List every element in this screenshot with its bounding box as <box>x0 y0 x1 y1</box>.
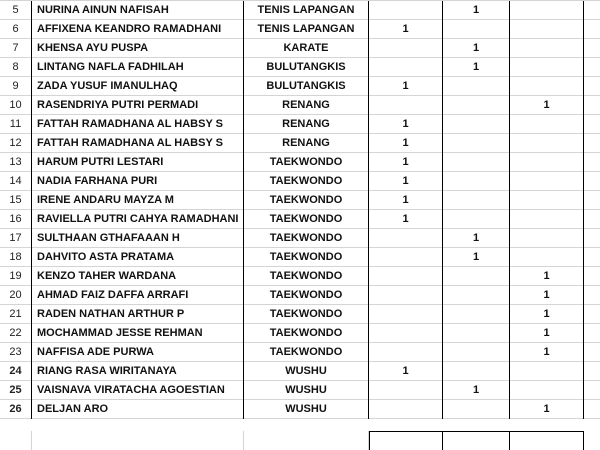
name-cell[interactable]: FATTAH RAMADHANA AL HABSY S <box>32 134 244 153</box>
sport-cell[interactable]: TAEKWONDO <box>244 343 369 362</box>
table-row <box>0 1 600 20</box>
col-a-cell[interactable] <box>369 400 443 419</box>
col-a-cell[interactable] <box>369 343 443 362</box>
sport-cell[interactable]: BULUTANGKIS <box>244 58 369 77</box>
sport-cell[interactable]: TAEKWONDO <box>244 191 369 210</box>
name-cell[interactable]: RASENDRIYA PUTRI PERMADI <box>32 96 244 115</box>
col-c-cell[interactable]: 1 <box>510 305 584 324</box>
col-c-cell[interactable]: 1 <box>510 286 584 305</box>
col-a-cell[interactable] <box>369 248 443 267</box>
name-cell[interactable]: HARUM PUTRI LESTARI <box>32 153 244 172</box>
table-row <box>0 362 600 381</box>
col-c-cell[interactable] <box>510 20 584 39</box>
name-cell[interactable]: NAFFISA ADE PURWA <box>32 343 244 362</box>
name-cell[interactable]: NURINA AINUN NAFISAH <box>32 1 244 20</box>
table-row <box>0 172 600 191</box>
col-c-cell[interactable]: 1 <box>510 96 584 115</box>
table-row <box>0 229 600 248</box>
col-c-cell[interactable]: 1 <box>510 400 584 419</box>
row-number-cell[interactable]: 25 <box>0 381 32 400</box>
sport-cell[interactable]: TAEKWONDO <box>244 172 369 191</box>
name-cell[interactable]: AFFIXENA KEANDRO RAMADHANI <box>32 20 244 39</box>
col-b-cell[interactable]: 1 <box>443 381 510 400</box>
col-b-cell[interactable] <box>443 305 510 324</box>
sport-cell[interactable]: TENIS LAPANGAN <box>244 1 369 20</box>
row-number-cell[interactable]: 13 <box>0 153 32 172</box>
row-number-cell[interactable]: 23 <box>0 343 32 362</box>
sport-cell[interactable]: RENANG <box>244 115 369 134</box>
col-a-cell[interactable] <box>369 381 443 400</box>
name-cell[interactable]: SULTHAAN GTHAFAAAN H <box>32 229 244 248</box>
sport-cell[interactable]: TENIS LAPANGAN <box>244 20 369 39</box>
col-b-cell[interactable]: 1 <box>443 229 510 248</box>
table-row <box>0 58 600 77</box>
name-cell[interactable]: KENZO TAHER WARDANA <box>32 267 244 286</box>
col-a-cell[interactable] <box>369 305 443 324</box>
sport-cell[interactable]: TAEKWONDO <box>244 153 369 172</box>
col-b-cell[interactable] <box>443 267 510 286</box>
col-a-cell[interactable]: 1 <box>369 210 443 229</box>
table-row <box>0 77 600 96</box>
name-cell[interactable]: RADEN NATHAN ARTHUR P <box>32 305 244 324</box>
col-a-cell[interactable] <box>369 267 443 286</box>
sport-cell[interactable]: BULUTANGKIS <box>244 77 369 96</box>
total-cell-col-c[interactable] <box>510 431 584 450</box>
name-cell[interactable]: VAISNAVA VIRATACHA AGOESTIAN <box>32 381 244 400</box>
col-c-cell[interactable] <box>510 39 584 58</box>
row-number-cell[interactable]: 21 <box>0 305 32 324</box>
sport-cell[interactable]: TAEKWONDO <box>244 305 369 324</box>
sport-cell[interactable]: TAEKWONDO <box>244 248 369 267</box>
table-row <box>0 134 600 153</box>
table-row <box>0 39 600 58</box>
col-c-cell[interactable] <box>510 362 584 381</box>
row-number-cell[interactable]: 16 <box>0 210 32 229</box>
col-b-cell[interactable] <box>443 343 510 362</box>
col-c-cell[interactable]: 1 <box>510 324 584 343</box>
col-c-cell[interactable] <box>510 1 584 20</box>
col-a-cell[interactable] <box>369 96 443 115</box>
col-a-cell[interactable] <box>369 229 443 248</box>
col-c-cell[interactable] <box>510 172 584 191</box>
name-cell[interactable]: KHENSA AYU PUSPA <box>32 39 244 58</box>
row-number-cell[interactable]: 8 <box>0 58 32 77</box>
row-number-cell[interactable]: 10 <box>0 96 32 115</box>
table-row <box>0 343 600 362</box>
col-b-cell[interactable] <box>443 191 510 210</box>
col-b-cell[interactable] <box>443 134 510 153</box>
sport-cell[interactable]: TAEKWONDO <box>244 229 369 248</box>
col-a-cell[interactable]: 1 <box>369 172 443 191</box>
col-b-cell[interactable] <box>443 115 510 134</box>
col-b-cell[interactable]: 1 <box>443 58 510 77</box>
table-row <box>0 286 600 305</box>
col-a-cell[interactable]: 1 <box>369 115 443 134</box>
col-c-cell[interactable] <box>510 153 584 172</box>
col-c-cell[interactable] <box>510 134 584 153</box>
col-b-cell[interactable] <box>443 153 510 172</box>
col-b-cell[interactable] <box>443 210 510 229</box>
name-cell[interactable]: DELJAN ARO <box>32 400 244 419</box>
col-c-cell[interactable] <box>510 381 584 400</box>
row-number-cell[interactable]: 20 <box>0 286 32 305</box>
sport-cell[interactable]: RENANG <box>244 96 369 115</box>
col-a-cell[interactable]: 1 <box>369 77 443 96</box>
row-number-cell[interactable]: 5 <box>0 1 32 20</box>
row-number-cell[interactable]: 19 <box>0 267 32 286</box>
col-a-cell[interactable] <box>369 39 443 58</box>
name-cell[interactable]: DAHVITO ASTA PRATAMA <box>32 248 244 267</box>
col-c-cell[interactable] <box>510 210 584 229</box>
name-cell[interactable]: MOCHAMMAD JESSE REHMAN <box>32 324 244 343</box>
sport-cell[interactable]: KARATE <box>244 39 369 58</box>
sport-cell[interactable]: RENANG <box>244 134 369 153</box>
table-row <box>0 20 600 39</box>
table-row <box>0 191 600 210</box>
row-number-cell[interactable]: 14 <box>0 172 32 191</box>
row-number-cell[interactable]: 11 <box>0 115 32 134</box>
name-cell[interactable]: AHMAD FAIZ DAFFA ARRAFI <box>32 286 244 305</box>
row-number-cell[interactable]: 15 <box>0 191 32 210</box>
total-row <box>0 431 600 450</box>
col-a-cell[interactable]: 1 <box>369 362 443 381</box>
name-cell[interactable]: ZADA YUSUF IMANULHAQ <box>32 77 244 96</box>
col-c-cell[interactable] <box>510 58 584 77</box>
col-b-cell[interactable]: 1 <box>443 248 510 267</box>
sport-cell[interactable]: WUSHU <box>244 362 369 381</box>
row-number-cell[interactable]: 12 <box>0 134 32 153</box>
col-b-cell[interactable] <box>443 96 510 115</box>
col-b-cell[interactable] <box>443 362 510 381</box>
row-number-cell[interactable]: 6 <box>0 20 32 39</box>
table-row <box>0 153 600 172</box>
col-a-cell[interactable]: 1 <box>369 191 443 210</box>
col-a-cell[interactable] <box>369 324 443 343</box>
row-number-cell[interactable]: 17 <box>0 229 32 248</box>
table-row <box>0 115 600 134</box>
table-row <box>0 400 600 419</box>
table-row <box>0 96 600 115</box>
col-b-cell[interactable] <box>443 20 510 39</box>
col-b-cell[interactable]: 1 <box>443 39 510 58</box>
row-number-cell[interactable]: 18 <box>0 248 32 267</box>
total-row-cell[interactable] <box>244 431 369 450</box>
name-cell[interactable]: FATTAH RAMADHANA AL HABSY S <box>32 115 244 134</box>
col-a-cell[interactable]: 1 <box>369 153 443 172</box>
table-row <box>0 324 600 343</box>
sport-cell[interactable]: TAEKWONDO <box>244 324 369 343</box>
col-c-cell[interactable] <box>510 191 584 210</box>
name-cell[interactable]: RIANG RASA WIRITANAYA <box>32 362 244 381</box>
col-a-cell[interactable]: 1 <box>369 20 443 39</box>
sport-cell[interactable]: WUSHU <box>244 381 369 400</box>
col-a-cell[interactable] <box>369 58 443 77</box>
col-b-cell[interactable]: 1 <box>443 1 510 20</box>
row-number-cell[interactable]: 9 <box>0 77 32 96</box>
col-c-cell[interactable]: 1 <box>510 343 584 362</box>
name-cell[interactable]: IRENE ANDARU MAYZA M <box>32 191 244 210</box>
col-c-cell[interactable] <box>510 229 584 248</box>
table-row <box>0 305 600 324</box>
name-cell[interactable]: NADIA FARHANA PURI <box>32 172 244 191</box>
sport-cell[interactable]: WUSHU <box>244 400 369 419</box>
total-row-cell[interactable] <box>32 431 244 450</box>
col-c-cell[interactable] <box>510 115 584 134</box>
total-cell-col-a[interactable] <box>369 431 443 450</box>
name-cell[interactable]: RAVIELLA PUTRI CAHYA RAMADHANI <box>32 210 244 229</box>
table-row <box>0 210 600 229</box>
row-number-cell[interactable]: 22 <box>0 324 32 343</box>
row-number-cell[interactable]: 24 <box>0 362 32 381</box>
col-b-cell[interactable] <box>443 286 510 305</box>
row-number-cell[interactable]: 26 <box>0 400 32 419</box>
col-a-cell[interactable] <box>369 286 443 305</box>
col-b-cell[interactable] <box>443 324 510 343</box>
col-c-cell[interactable] <box>510 248 584 267</box>
total-cell-col-b[interactable] <box>443 431 510 450</box>
row-number-cell[interactable]: 7 <box>0 39 32 58</box>
sport-cell[interactable]: TAEKWONDO <box>244 267 369 286</box>
col-b-cell[interactable] <box>443 172 510 191</box>
col-b-cell[interactable] <box>443 400 510 419</box>
col-c-cell[interactable]: 1 <box>510 267 584 286</box>
col-a-cell[interactable] <box>369 1 443 20</box>
table-row <box>0 381 600 400</box>
name-cell[interactable]: LINTANG NAFLA FADHILAH <box>32 58 244 77</box>
col-c-cell[interactable] <box>510 77 584 96</box>
sport-cell[interactable]: TAEKWONDO <box>244 286 369 305</box>
col-b-cell[interactable] <box>443 77 510 96</box>
sport-cell[interactable]: TAEKWONDO <box>244 210 369 229</box>
total-row-cell[interactable] <box>0 431 32 450</box>
table-row <box>0 267 600 286</box>
table-row <box>0 248 600 267</box>
col-a-cell[interactable]: 1 <box>369 134 443 153</box>
